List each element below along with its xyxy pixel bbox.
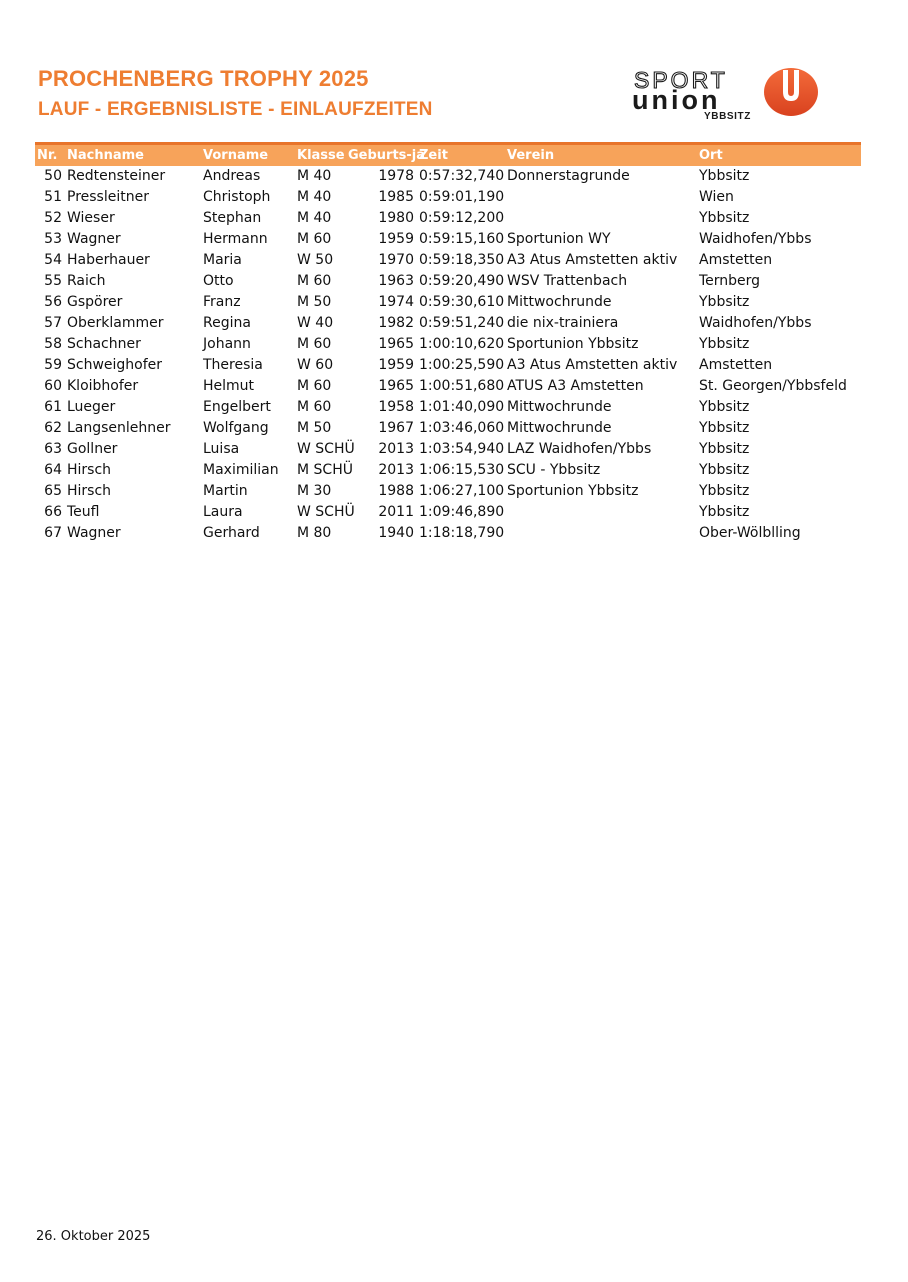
cell-klasse: W 50 [297,252,334,268]
cell-vorname: Gerhard [203,525,260,541]
cell-nr: 64 [44,462,62,478]
cell-geburtsjahr: 1970 [378,252,414,268]
cell-zeit: 1:09:46,890 [419,504,505,520]
cell-verein [507,502,695,523]
cell-klasse: M 40 [297,168,332,184]
cell-ort: Ybbsitz [699,210,750,226]
cell-ort: Waidhofen/Ybbs [699,231,812,247]
cell-verein [507,208,695,229]
cell-vorname: Maria [203,252,242,268]
cell-ort: Ybbsitz [699,168,750,184]
cell-ort: Ybbsitz [699,504,750,520]
cell-ort: Ternberg [699,273,761,289]
cell-nachname: Wagner [67,231,121,247]
cell-verein: Donnerstagrunde [507,168,630,184]
cell-klasse: M 60 [297,231,332,247]
cell-zeit: 1:00:51,680 [419,378,505,394]
cell-nachname: Gspörer [67,294,123,310]
cell-zeit: 1:00:10,620 [419,336,505,352]
table-row [35,166,861,187]
cell-nachname: Lueger [67,399,116,415]
cell-geburtsjahr: 2011 [378,504,414,520]
cell-nr: 56 [44,294,62,310]
cell-geburtsjahr: 1963 [378,273,414,289]
col-header-geburtsjahr: Geburts-ja [348,148,426,163]
cell-klasse: M 60 [297,399,332,415]
cell-nr: 61 [44,399,62,415]
table-row [35,523,861,544]
cell-klasse: M 60 [297,378,332,394]
cell-vorname: Stephan [203,210,262,226]
cell-geburtsjahr: 1958 [378,399,414,415]
table-row [35,313,861,334]
cell-nachname: Haberhauer [67,252,150,268]
cell-nachname: Langsenlehner [67,420,171,436]
table-row [35,271,861,292]
cell-zeit: 0:59:18,350 [419,252,505,268]
cell-nachname: Pressleitner [67,189,149,205]
col-header-vorname: Vorname [203,148,269,163]
cell-vorname: Christoph [203,189,271,205]
cell-geburtsjahr: 1959 [378,231,414,247]
cell-verein: Mittwochrunde [507,294,612,310]
cell-vorname: Martin [203,483,248,499]
cell-geburtsjahr: 2013 [378,441,414,457]
cell-nachname: Teufl [67,504,100,520]
footer-date: 26. Oktober 2025 [36,1229,151,1244]
cell-ort: Ybbsitz [699,336,750,352]
cell-klasse: W SCHÜ [297,504,355,520]
cell-vorname: Luisa [203,441,240,457]
cell-ort: Ybbsitz [699,420,750,436]
cell-nr: 55 [44,273,62,289]
table-row [35,376,861,397]
cell-klasse: W SCHÜ [297,441,355,457]
cell-nachname: Kloibhofer [67,378,139,394]
results-table [35,145,861,544]
col-header-nr: Nr. [37,148,58,163]
cell-ort: Ybbsitz [699,462,750,478]
cell-nachname: Schachner [67,336,141,352]
table-row [35,397,861,418]
cell-vorname: Theresia [203,357,263,373]
cell-ort: Wien [699,189,734,205]
logo-union-text: union [632,85,721,115]
cell-vorname: Regina [203,315,251,331]
cell-zeit: 0:59:30,610 [419,294,505,310]
cell-nr: 58 [44,336,62,352]
logo-u-emblem-icon [762,66,820,118]
cell-geburtsjahr: 1980 [378,210,414,226]
cell-vorname: Franz [203,294,241,310]
col-header-verein: Verein [507,148,555,163]
cell-geburtsjahr: 1988 [378,483,414,499]
cell-geburtsjahr: 1940 [378,525,414,541]
cell-ort: Ober-Wölblling [699,525,801,541]
cell-nr: 50 [44,168,62,184]
logo-ybbsitz-text: YBBSITZ [704,111,751,122]
cell-vorname: Otto [203,273,234,289]
cell-ort: Ybbsitz [699,294,750,310]
cell-zeit: 0:59:12,200 [419,210,505,226]
cell-klasse: M SCHÜ [297,462,353,478]
cell-nr: 63 [44,441,62,457]
cell-ort: Ybbsitz [699,441,750,457]
page-title: PROCHENBERG TROPHY 2025 [38,66,369,91]
cell-klasse: W 40 [297,315,334,331]
table-row [35,229,861,250]
table-row [35,334,861,355]
cell-nachname: Redtensteiner [67,168,166,184]
cell-zeit: 0:59:20,490 [419,273,505,289]
cell-klasse: W 60 [297,357,334,373]
cell-vorname: Laura [203,504,243,520]
cell-zeit: 1:06:15,530 [419,462,505,478]
cell-zeit: 0:57:32,740 [419,168,505,184]
cell-nachname: Wagner [67,525,121,541]
cell-geburtsjahr: 1959 [378,357,414,373]
cell-verein: A3 Atus Amstetten aktiv [507,357,678,373]
cell-zeit: 1:03:46,060 [419,420,505,436]
cell-verein [507,523,695,544]
cell-ort: Amstetten [699,357,773,373]
logo-sport-text: SPORT [634,67,728,93]
cell-nr: 60 [44,378,62,394]
cell-ort: Amstetten [699,252,773,268]
cell-nachname: Hirsch [67,462,112,478]
cell-nr: 53 [44,231,62,247]
cell-vorname: Engelbert [203,399,271,415]
cell-verein: ATUS A3 Amstetten [507,378,644,394]
cell-verein: Mittwochrunde [507,420,612,436]
cell-nr: 66 [44,504,62,520]
cell-ort: Waidhofen/Ybbs [699,315,812,331]
cell-zeit: 0:59:51,240 [419,315,505,331]
table-row [35,481,861,502]
page-subtitle: LAUF - ERGEBNISLISTE - EINLAUFZEITEN [38,99,433,120]
cell-klasse: M 40 [297,210,332,226]
cell-nachname: Wieser [67,210,115,226]
table-row [35,460,861,481]
cell-zeit: 1:18:18,790 [419,525,505,541]
cell-verein: SCU - Ybbsitz [507,462,601,478]
cell-geburtsjahr: 1974 [378,294,414,310]
cell-geburtsjahr: 1978 [378,168,414,184]
col-header-nachname: Nachname [67,148,145,163]
cell-verein: Sportunion WY [507,231,611,247]
cell-nr: 67 [44,525,62,541]
cell-vorname: Johann [203,336,251,352]
cell-nr: 65 [44,483,62,499]
cell-vorname: Hermann [203,231,268,247]
cell-klasse: M 50 [297,420,332,436]
cell-nr: 62 [44,420,62,436]
cell-verein: LAZ Waidhofen/Ybbs [507,441,652,457]
cell-vorname: Wolfgang [203,420,269,436]
cell-nachname: Hirsch [67,483,112,499]
cell-nr: 51 [44,189,62,205]
cell-nachname: Raich [67,273,106,289]
cell-ort: Ybbsitz [699,399,750,415]
table-header-row [35,145,861,166]
cell-nachname: Oberklammer [67,315,164,331]
cell-verein: die nix-trainiera [507,315,619,331]
cell-verein: A3 Atus Amstetten aktiv [507,252,678,268]
table-body [35,166,861,544]
cell-ort: St. Georgen/Ybbsfeld [699,378,847,394]
cell-verein: Mittwochrunde [507,399,612,415]
cell-zeit: 0:59:01,190 [419,189,505,205]
table-row [35,187,861,208]
col-header-klasse: Klasse [297,148,345,163]
cell-vorname: Helmut [203,378,255,394]
cell-klasse: M 40 [297,189,332,205]
cell-geburtsjahr: 1965 [378,378,414,394]
cell-zeit: 1:03:54,940 [419,441,505,457]
table-row [35,292,861,313]
sportunion-logo [632,66,822,128]
cell-verein: Sportunion Ybbsitz [507,336,639,352]
cell-nachname: Schweighofer [67,357,163,373]
table-row [35,355,861,376]
cell-zeit: 0:59:15,160 [419,231,505,247]
cell-nachname: Gollner [67,441,118,457]
cell-klasse: M 60 [297,273,332,289]
cell-klasse: M 60 [297,336,332,352]
cell-zeit: 1:01:40,090 [419,399,505,415]
col-header-ort: Ort [699,148,723,163]
col-header-zeit: Zeit [419,148,448,163]
cell-nr: 57 [44,315,62,331]
cell-nr: 54 [44,252,62,268]
cell-geburtsjahr: 1967 [378,420,414,436]
cell-klasse: M 80 [297,525,332,541]
cell-nr: 52 [44,210,62,226]
cell-geburtsjahr: 1985 [378,189,414,205]
table-row [35,439,861,460]
cell-zeit: 1:06:27,100 [419,483,505,499]
cell-geburtsjahr: 1982 [378,315,414,331]
table-row [35,502,861,523]
cell-verein: Sportunion Ybbsitz [507,483,639,499]
cell-klasse: M 50 [297,294,332,310]
cell-geburtsjahr: 2013 [378,462,414,478]
table-row [35,418,861,439]
table-row [35,250,861,271]
cell-zeit: 1:00:25,590 [419,357,505,373]
cell-nr: 59 [44,357,62,373]
table-row [35,208,861,229]
cell-klasse: M 30 [297,483,332,499]
cell-verein [507,187,695,208]
cell-vorname: Maximilian [203,462,279,478]
cell-ort: Ybbsitz [699,483,750,499]
cell-verein: WSV Trattenbach [507,273,628,289]
cell-geburtsjahr: 1965 [378,336,414,352]
cell-vorname: Andreas [203,168,261,184]
